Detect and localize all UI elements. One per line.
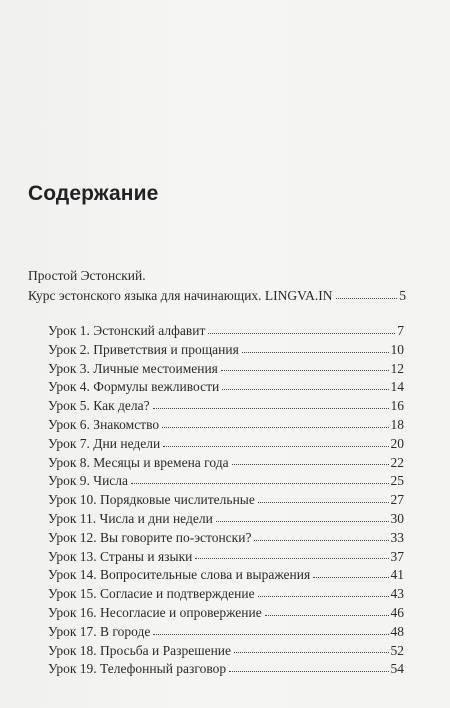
toc-entry-title: Урок 3. Личные местоимения <box>48 360 218 376</box>
toc-entry-title: Урок 9. Числа <box>48 473 129 489</box>
toc-entry[interactable] <box>48 548 404 567</box>
toc-entry-page: 27 <box>390 492 404 508</box>
table-of-contents <box>48 322 404 679</box>
toc-entry[interactable] <box>48 397 404 416</box>
toc-entry[interactable] <box>48 585 404 604</box>
toc-entry[interactable] <box>48 529 404 548</box>
toc-entry-page: 37 <box>390 548 404 564</box>
toc-entry-page: 16 <box>390 398 404 414</box>
toc-entry[interactable] <box>48 660 404 679</box>
toc-entry-page: 54 <box>390 661 404 677</box>
dot-leader <box>229 671 388 672</box>
toc-entry[interactable] <box>48 416 404 435</box>
dot-leader <box>153 408 389 409</box>
toc-entry[interactable] <box>48 454 404 473</box>
toc-entry-title: Урок 5. Как дела? <box>48 398 150 414</box>
dot-leader <box>265 615 389 616</box>
dot-leader <box>336 298 398 299</box>
toc-entry-page: 22 <box>390 454 404 470</box>
toc-entry[interactable] <box>48 378 404 397</box>
toc-entry-title: Урок 11. Числа и дни недели <box>48 510 213 526</box>
toc-entry[interactable] <box>48 604 404 623</box>
toc-entry-page: 43 <box>390 586 404 602</box>
toc-entry-title: Урок 13. Страны и языки <box>48 548 193 564</box>
dot-leader <box>216 521 389 522</box>
dot-leader <box>254 540 388 541</box>
toc-entry-page: 7 <box>397 323 404 338</box>
intro-entry-title: Курс эстонского языка для начинающих. LINGVA.IN <box>28 288 333 303</box>
toc-entry[interactable] <box>48 360 404 379</box>
dot-leader <box>162 427 388 428</box>
toc-entry[interactable] <box>48 642 404 661</box>
toc-entry-page: 41 <box>390 567 404 583</box>
toc-entry-page: 14 <box>390 379 404 395</box>
toc-entry-page: 12 <box>390 360 404 376</box>
toc-entry-page: 52 <box>390 642 404 658</box>
dot-leader <box>221 370 389 371</box>
toc-entry-title: Урок 1. Эстонский алфавит <box>48 323 206 338</box>
dot-leader <box>222 389 388 390</box>
toc-entry[interactable] <box>48 510 404 529</box>
dot-leader <box>313 577 388 578</box>
intro-entry-page: 5 <box>399 288 406 303</box>
dot-leader <box>258 596 389 597</box>
page-title: Содержание <box>28 182 159 205</box>
toc-entry-title: Урок 10. Порядковые числительные <box>48 492 255 508</box>
dot-leader <box>131 483 388 484</box>
toc-entry-page: 30 <box>390 510 404 526</box>
toc-entry-title: Урок 14. Вопросительные слова и выражения <box>48 567 311 583</box>
toc-entry[interactable] <box>48 322 404 341</box>
toc-entry-title: Урок 19. Телефонный разговор <box>48 661 227 677</box>
toc-entry-title: Урок 16. Несогласие и опровержение <box>48 604 262 620</box>
toc-entry-title: Урок 17. В городе <box>48 623 151 639</box>
toc-entry-title: Урок 6. Знакомство <box>48 416 160 432</box>
dot-leader <box>242 352 389 353</box>
dot-leader <box>153 634 388 635</box>
toc-entry-page: 46 <box>390 604 404 620</box>
toc-entry[interactable] <box>48 472 404 491</box>
toc-entry-page: 10 <box>390 341 404 357</box>
intro-title: Простой Эстонский. <box>28 268 146 283</box>
toc-entry[interactable] <box>48 623 404 642</box>
toc-entry-title: Урок 4. Формулы вежливости <box>48 379 220 395</box>
toc-entry-title: Урок 18. Просьба и Разрешение <box>48 642 232 658</box>
toc-entry-page: 33 <box>390 529 404 545</box>
toc-entry[interactable] <box>48 341 404 360</box>
dot-leader <box>163 446 388 447</box>
toc-entry-title: Урок 8. Месяцы и времена года <box>48 454 229 470</box>
dot-leader <box>234 652 388 653</box>
dot-leader <box>208 333 395 334</box>
toc-entry-title: Урок 2. Приветствия и прощания <box>48 341 239 357</box>
dot-leader <box>258 502 389 503</box>
toc-entry[interactable] <box>48 491 404 510</box>
toc-entry[interactable] <box>48 566 404 585</box>
toc-entry[interactable] <box>48 435 404 454</box>
toc-entry-title: Урок 12. Вы говорите по-эстонски? <box>48 529 252 545</box>
toc-entry-title: Урок 7. Дни недели <box>48 435 161 451</box>
intro-entry[interactable] <box>28 286 406 306</box>
toc-entry-page: 18 <box>390 416 404 432</box>
toc-entry-page: 25 <box>390 473 404 489</box>
toc-entry-page: 48 <box>390 623 404 639</box>
toc-entry-title: Урок 15. Согласие и подтверждение <box>48 586 255 602</box>
dot-leader <box>195 558 388 559</box>
dot-leader <box>232 464 389 465</box>
toc-entry-page: 20 <box>390 435 404 451</box>
